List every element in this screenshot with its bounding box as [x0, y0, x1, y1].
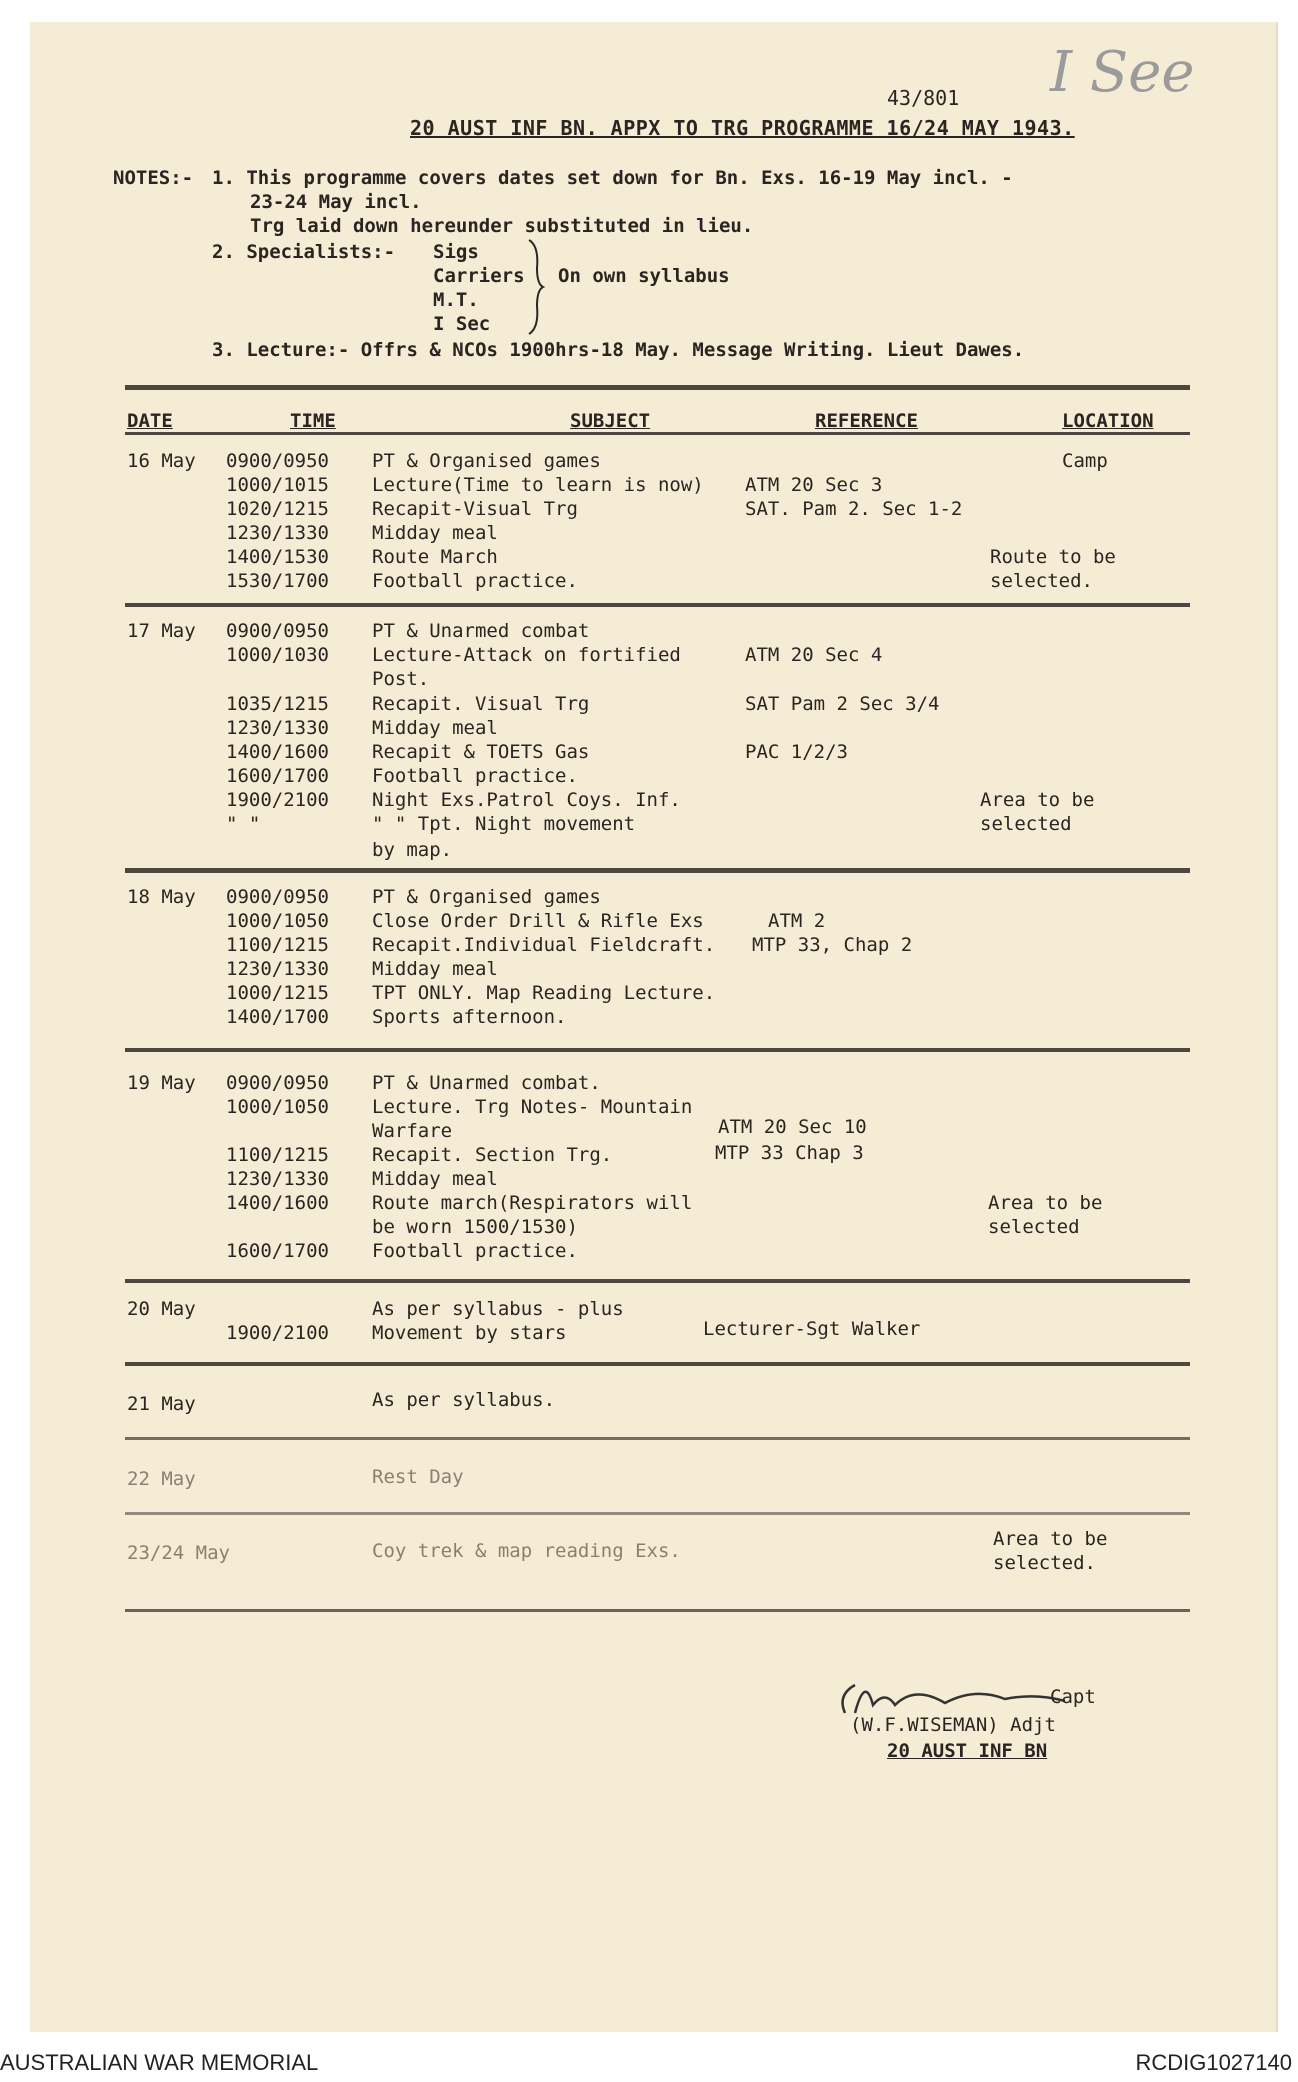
date-21-may: 21 May	[127, 1393, 196, 1415]
date-19-may: 19 May	[127, 1072, 196, 1094]
note-1-cont2: Trg laid down hereunder substituted in lieu.	[250, 215, 754, 237]
time: 1100/1215	[226, 934, 329, 956]
time: 1400/1600	[226, 1192, 329, 1214]
col-time: TIME	[290, 410, 336, 432]
subject: TPT ONLY. Map Reading Lecture.	[372, 982, 716, 1004]
time: 0900/0950	[226, 886, 329, 908]
location: Route to be	[990, 546, 1116, 568]
subject: Rest Day	[372, 1466, 464, 1488]
subject: Lecture-Attack on fortified	[372, 644, 681, 666]
note-2: 2. Specialists:-	[212, 241, 396, 263]
subject: Close Order Drill & Rifle Exs	[372, 910, 704, 932]
subject: Route march(Respirators will	[372, 1192, 693, 1214]
time: 1000/1015	[226, 474, 329, 496]
note-1-cont: 23-24 May incl.	[250, 191, 422, 213]
time: 1000/1215	[226, 982, 329, 1004]
date-22-may: 22 May	[127, 1468, 196, 1490]
location: selected	[988, 1216, 1080, 1238]
footer-catalog-id: RCDIG1027140	[1135, 2050, 1292, 2075]
time: 1020/1215	[226, 498, 329, 520]
rule-header	[125, 432, 1190, 435]
rule-19	[125, 1279, 1190, 1283]
subject: PT & Organised games	[372, 450, 601, 472]
location: Area to be	[980, 789, 1095, 811]
location: Area to be	[993, 1528, 1108, 1550]
time: 1000/1030	[226, 644, 329, 666]
col-location: LOCATION	[1062, 410, 1154, 432]
time: 1600/1700	[226, 1240, 329, 1262]
subject: PT & Unarmed combat	[372, 620, 590, 642]
specialist-sigs: Sigs	[433, 241, 479, 263]
time: 1000/1050	[226, 1096, 329, 1118]
date-17-may: 17 May	[127, 620, 196, 642]
time: " "	[226, 813, 261, 835]
specialists-note: On own syllabus	[558, 265, 730, 287]
reference: Lecturer-Sgt Walker	[703, 1318, 921, 1340]
location: Area to be	[988, 1192, 1103, 1214]
subject: PT & Unarmed combat.	[372, 1072, 601, 1094]
subject: Football practice.	[372, 765, 578, 787]
location: selected	[980, 813, 1072, 835]
rule-22	[125, 1512, 1190, 1515]
specialist-i-sec: I Sec	[433, 313, 491, 335]
reference: SAT Pam 2 Sec 3/4	[745, 693, 940, 715]
time: 1035/1215	[226, 693, 329, 715]
time: 1600/1700	[226, 765, 329, 787]
handwritten-mark: I See	[1050, 40, 1195, 105]
reference: ATM 20 Sec 3	[745, 474, 883, 496]
time: 1400/1530	[226, 546, 329, 568]
time: 0900/0950	[226, 620, 329, 642]
specialist-carriers: Carriers	[433, 265, 525, 287]
specialists-brace	[525, 238, 545, 336]
subject: by map.	[372, 839, 453, 861]
col-date: DATE	[127, 410, 173, 432]
subject: Football practice.	[372, 570, 578, 592]
subject: Football practice.	[372, 1240, 578, 1262]
time: 1000/1050	[226, 910, 329, 932]
rule-17	[125, 868, 1190, 873]
col-subject: SUBJECT	[570, 410, 651, 432]
subject: Route March	[372, 546, 498, 568]
date-16-may: 16 May	[127, 450, 196, 472]
subject: Night Exs.Patrol Coys. Inf.	[372, 789, 681, 811]
time: 1100/1215	[226, 1144, 329, 1166]
date-18-may: 18 May	[127, 886, 196, 908]
subject: Post.	[372, 668, 430, 690]
subject: Sports afternoon.	[372, 1006, 567, 1028]
subject: PT & Organised games	[372, 886, 601, 908]
subject: Coy trek & map reading Exs.	[372, 1540, 681, 1562]
date-20-may: 20 May	[127, 1298, 196, 1320]
specialist-mt: M.T.	[433, 289, 479, 311]
subject: Recapit. Visual Trg	[372, 693, 590, 715]
signature-name: (W.F.WISEMAN) Adjt	[850, 1714, 1056, 1736]
notes-label: NOTES:-	[113, 167, 194, 189]
signature-unit: 20 AUST INF BN	[887, 1740, 1048, 1762]
subject: " " Tpt. Night movement	[372, 813, 636, 835]
file-reference: 43/801	[887, 86, 960, 110]
document-sheet	[30, 22, 1278, 2032]
subject: be worn 1500/1530)	[372, 1216, 578, 1238]
subject: Midday meal	[372, 717, 498, 739]
reference: MTP 33, Chap 2	[752, 934, 913, 956]
time: 1230/1330	[226, 522, 329, 544]
subject: Lecture. Trg Notes- Mountain	[372, 1096, 693, 1118]
time: 1400/1700	[226, 1006, 329, 1028]
location: Camp	[1062, 450, 1108, 472]
date-23-24-may: 23/24 May	[127, 1542, 230, 1564]
subject: Recapit. Section Trg.	[372, 1144, 613, 1166]
subject: Warfare	[372, 1120, 453, 1142]
time: 1230/1330	[226, 958, 329, 980]
time: 1900/2100	[226, 789, 329, 811]
subject: As per syllabus - plus	[372, 1298, 624, 1320]
rule-top	[125, 385, 1190, 390]
subject: Midday meal	[372, 522, 498, 544]
rule-16	[125, 603, 1190, 607]
signature-rank: Capt	[1050, 1686, 1096, 1708]
subject: As per syllabus.	[372, 1389, 556, 1411]
footer-archive-name: AUSTRALIAN WAR MEMORIAL	[0, 2050, 319, 2075]
time: 0900/0950	[226, 450, 329, 472]
subject: Lecture(Time to learn is now)	[372, 474, 704, 496]
rule-18	[125, 1048, 1190, 1052]
time: 1230/1330	[226, 717, 329, 739]
reference: ATM 20 Sec 4	[745, 644, 883, 666]
reference: MTP 33 Chap 3	[715, 1142, 864, 1164]
time: 1900/2100	[226, 1322, 329, 1344]
reference: PAC 1/2/3	[745, 741, 848, 763]
note-3: 3. Lecture:- Offrs & NCOs 1900hrs-18 May. Message Writing. Lieut Dawes.	[212, 339, 1025, 361]
time: 0900/0950	[226, 1072, 329, 1094]
reference: ATM 2	[768, 910, 826, 932]
reference: SAT. Pam 2. Sec 1-2	[745, 498, 963, 520]
subject: Midday meal	[372, 958, 498, 980]
subject: Movement by stars	[372, 1322, 567, 1344]
subject: Recapit & TOETS Gas	[372, 741, 590, 763]
subject: Recapit-Visual Trg	[372, 498, 578, 520]
rule-20	[125, 1362, 1190, 1366]
note-1: 1. This programme covers dates set down for Bn. Exs. 16-19 May incl. -	[212, 167, 1013, 189]
time: 1230/1330	[226, 1168, 329, 1190]
location: selected.	[990, 570, 1093, 592]
rule-21	[125, 1437, 1190, 1440]
reference: ATM 20 Sec 10	[718, 1116, 867, 1138]
time: 1530/1700	[226, 570, 329, 592]
subject: Midday meal	[372, 1168, 498, 1190]
subject: Recapit.Individual Fieldcraft.	[372, 934, 716, 956]
location: selected.	[993, 1552, 1096, 1574]
rule-bottom	[125, 1609, 1190, 1612]
document-title: 20 AUST INF BN. APPX TO TRG PROGRAMME 16/24 MAY 1943.	[410, 116, 1075, 140]
time: 1400/1600	[226, 741, 329, 763]
col-reference: REFERENCE	[815, 410, 918, 432]
